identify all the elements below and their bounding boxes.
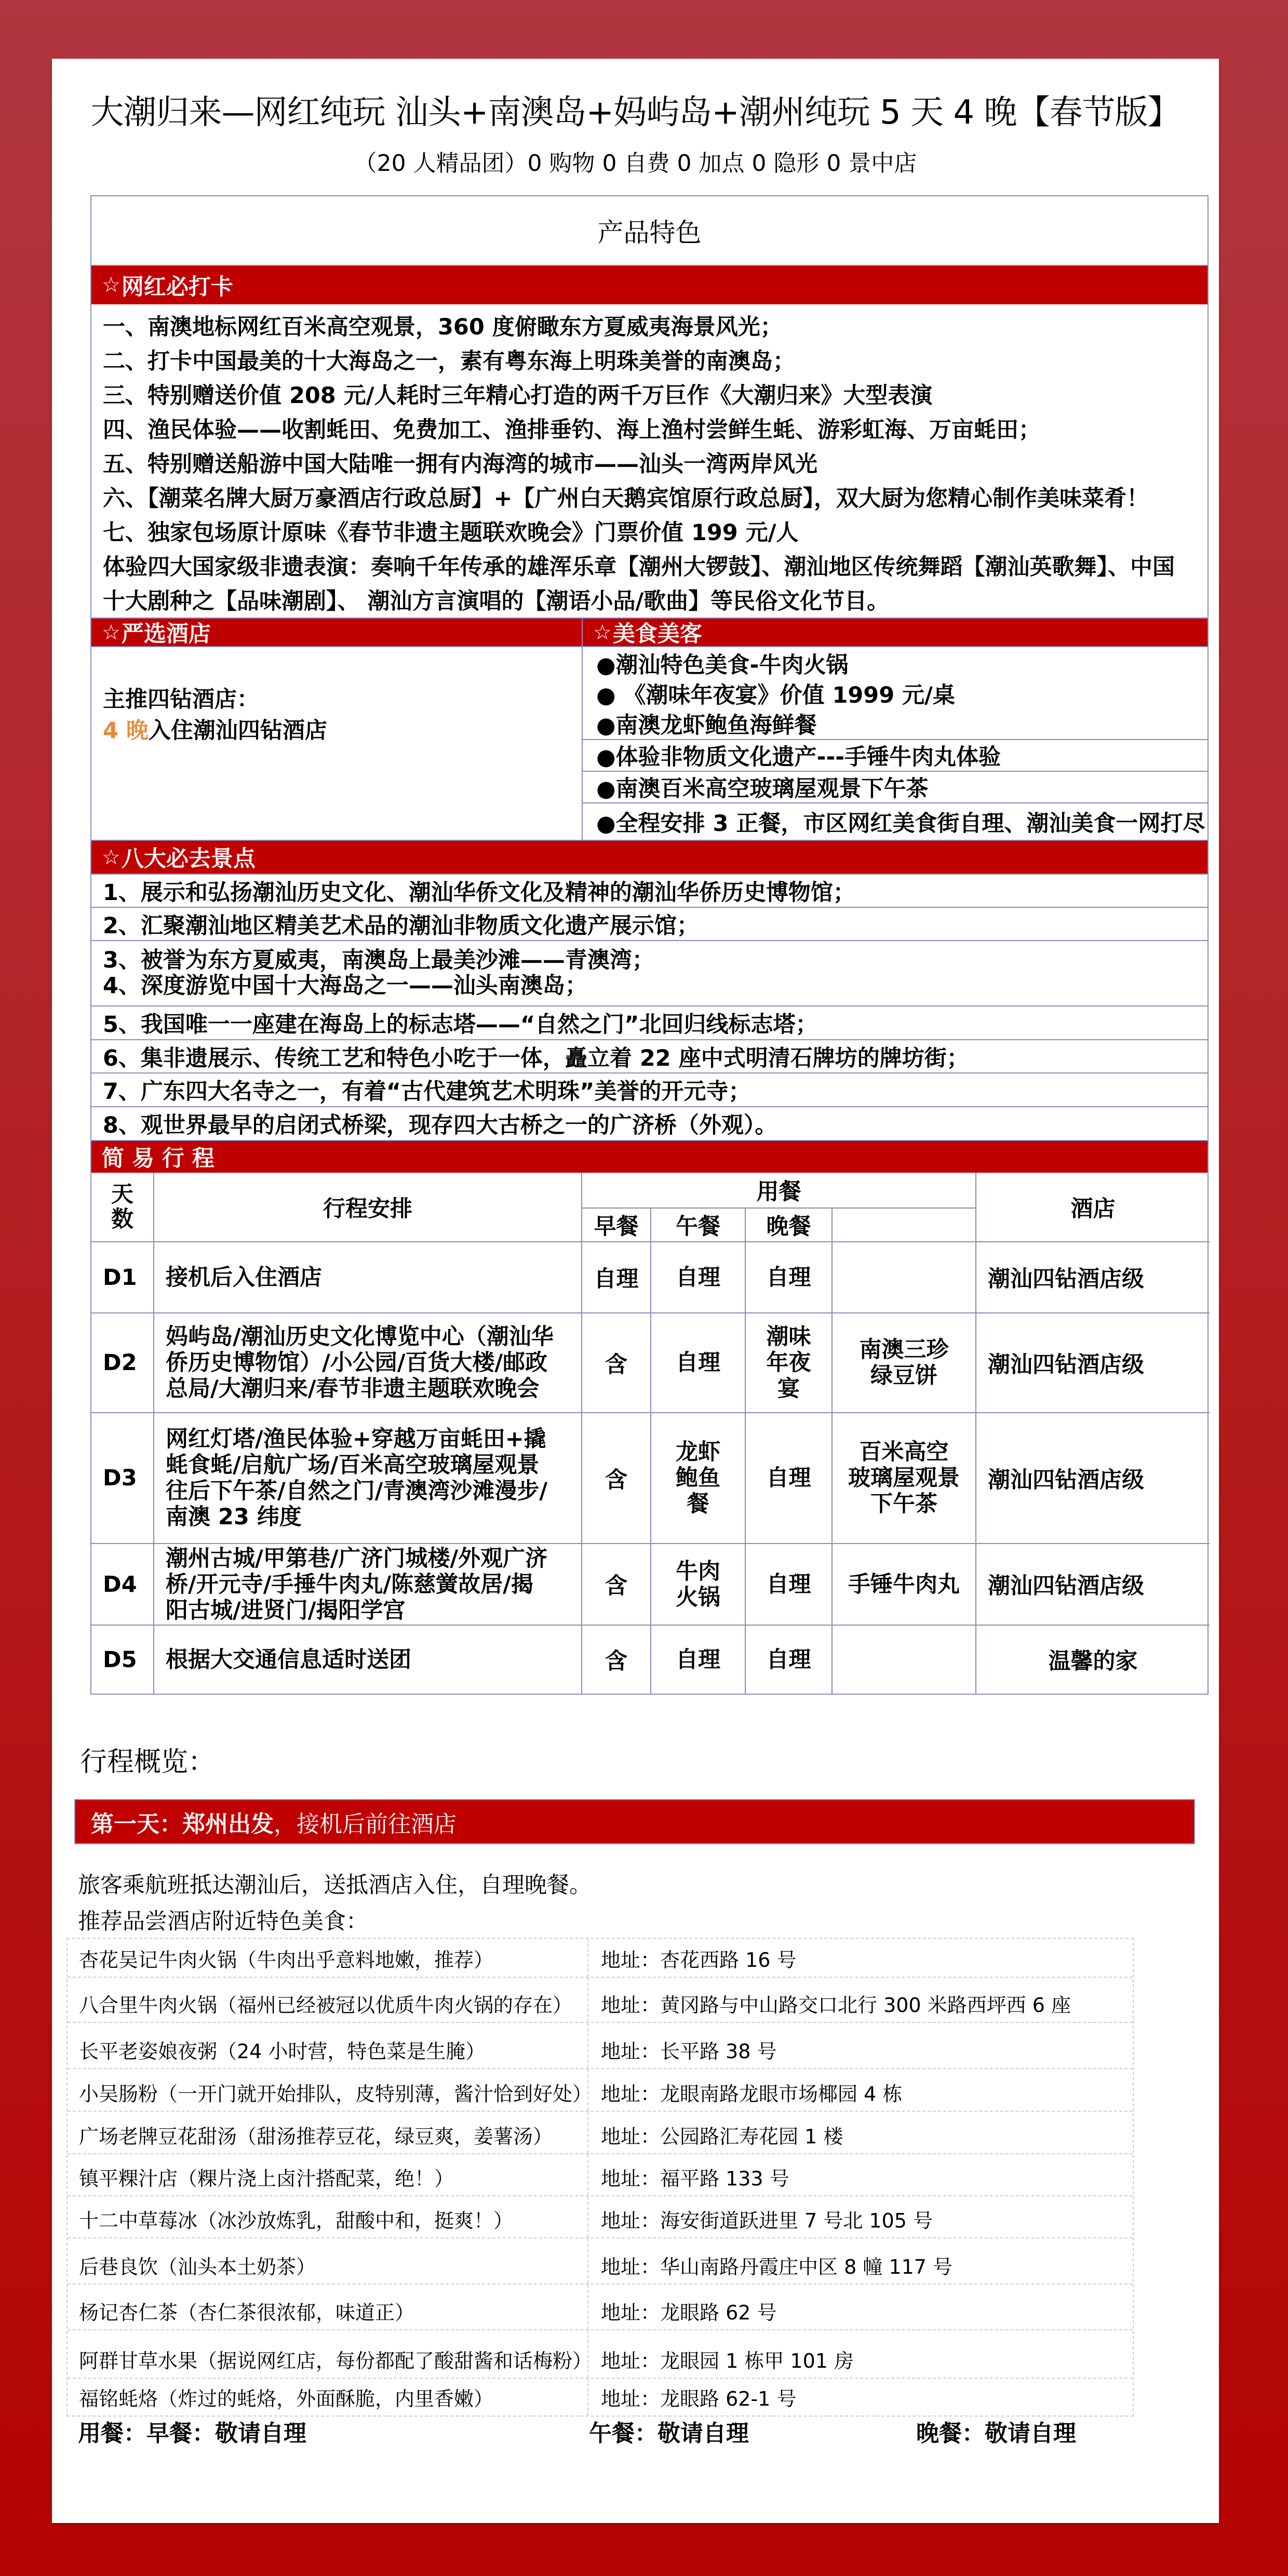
lunch-cell <box>651 1413 745 1544</box>
table-row <box>91 1242 1210 1313</box>
section-header-highlights <box>91 265 1208 304</box>
table-row <box>91 1413 1210 1544</box>
food-item: ●体验非物质文化遗产---手锤牛肉丸体验 <box>583 739 1208 771</box>
restaurant-address: 地址：华山南路丹霞庄中区 8 幢 117 号 <box>601 2256 953 2278</box>
attraction-item: 8、观世界最早的启闭式桥梁，现存四大古桥之一的广济桥（外观）。 <box>91 1106 1208 1140</box>
restaurant-row <box>68 1977 1133 2022</box>
column-header-meals: 用餐 <box>582 1173 976 1208</box>
dinner-cell <box>745 1413 832 1544</box>
day-plan <box>154 1413 582 1544</box>
section-header-hotel <box>91 619 582 646</box>
column-header-dinner: 晚餐 <box>745 1208 832 1242</box>
restaurant-name: 镇平粿汁店（粿片浇上卤汁搭配菜，绝！） <box>68 2154 588 2195</box>
day-1-header-bar <box>74 1799 1195 1844</box>
plan-line: 网红灯塔/渔民体验+穿越万亩蚝田+撬 <box>166 1426 546 1452</box>
dinner-line: 宴 <box>777 1376 800 1402</box>
lunch-line: 牛肉 <box>676 1558 720 1585</box>
hotel-cell: 温馨的家 <box>976 1625 1210 1694</box>
dinner-line: 自理 <box>766 1465 811 1491</box>
dinner-cell <box>745 1313 832 1413</box>
dinner-cell <box>745 1625 832 1694</box>
highlight-item: 四、渔民体验——收割蚝田、免费加工、渔排垂钓、海上渔村尝鲜生蚝、游彩虹海、万亩蚝田； <box>103 417 1041 443</box>
extra-meal-cell <box>832 1313 976 1413</box>
extra-line: 百米高空 <box>859 1439 949 1465</box>
restaurant-address: 地址：黄冈路与中山路交口北行 300 米路西坪西 6 座 <box>601 1994 1071 2017</box>
page-title: 大潮归来—网红纯玩 汕头+南澳岛+妈屿岛+潮州纯玩 5 天 4 晚【春节版】 <box>90 93 1180 132</box>
hotel-food-header-row <box>91 618 1208 646</box>
attraction-item: 7、广东四大名寺之一，有着“古代建筑艺术明珠”美誉的开元寺； <box>91 1072 1208 1106</box>
food-list <box>582 647 1208 840</box>
restaurant-row <box>68 2237 1133 2284</box>
performance-line: 体验四大国家级非遗表演：奏响千年传承的雄浑乐章【潮州大锣鼓】、潮汕地区传统舞蹈【潮汕英歌舞】、中国 <box>103 554 1175 580</box>
highlight-item: 七、独家包场原计原味《春节非遗主题联欢晚会》门票价值 199 元/人 <box>103 520 799 546</box>
star-outline-icon: ☆ <box>593 620 612 645</box>
hotel-cell: 潮汕四钻酒店级 <box>976 1413 1210 1544</box>
lunch-line: 火锅 <box>676 1584 720 1611</box>
restaurant-row <box>68 2111 1133 2153</box>
lunch-cell <box>651 1313 745 1413</box>
extra-line: 南澳三珍 <box>859 1337 949 1363</box>
column-header-hotel: 酒店 <box>976 1173 1210 1242</box>
star-outline-icon: ☆ <box>102 845 120 869</box>
day-1-description: 旅客乘航班抵达潮汕后，送抵酒店入住，自理晚餐。 <box>78 1872 592 1898</box>
hotel-info <box>91 647 582 840</box>
section-header-itinerary: 简 易 行 程 <box>91 1140 1208 1173</box>
day-plan <box>154 1313 582 1413</box>
restaurant-address: 地址：龙眼园 1 栋甲 101 房 <box>601 2350 854 2372</box>
lunch-line: 龙虾 <box>676 1439 720 1465</box>
lunch-line: 餐 <box>687 1491 709 1517</box>
hotel-stay-text: 入住潮汕四钻酒店 <box>148 718 327 744</box>
restaurant-address: 地址：杏花西路 16 号 <box>601 1949 797 1971</box>
extra-meal-cell <box>832 1625 976 1694</box>
column-header-extra <box>832 1208 976 1242</box>
restaurant-name: 杨记杏仁茶（杏仁茶很浓郁，味道正） <box>68 2285 588 2329</box>
plan-line: 往后下午茶/自然之门/青澳湾沙滩漫步/ <box>166 1478 548 1504</box>
meals-dinner: 晚餐：敬请自理 <box>916 2420 1076 2447</box>
day-plan <box>154 1625 582 1694</box>
lunch-line: 自理 <box>676 1646 720 1673</box>
breakfast-cell: 含 <box>582 1625 651 1694</box>
attraction-item: 5、我国唯一一座建在海岛上的标志塔——“自然之门”北回归线标志塔； <box>91 1005 1208 1039</box>
table-row <box>91 1544 1210 1625</box>
section-title-hotel: 严选酒店 <box>121 621 211 647</box>
plan-line: 侨历史博物馆）/小公园/百货大楼/邮政 <box>166 1350 548 1376</box>
section-header-food <box>582 619 1208 646</box>
restaurant-name: 福铭蚝烙（炸过的蚝烙，外面酥脆，内里香嫩） <box>68 2379 588 2416</box>
column-header-day-line: 天 <box>111 1182 133 1208</box>
day-label: D1 <box>91 1242 154 1313</box>
product-features-table <box>90 195 1209 1695</box>
lunch-line: 自理 <box>676 1264 720 1291</box>
food-group <box>583 647 1208 739</box>
restaurant-name: 长平老姿娘夜粥（24 小时营，特色菜是生腌） <box>68 2023 588 2068</box>
table-row <box>91 1313 1210 1413</box>
dinner-line: 年夜 <box>766 1350 811 1376</box>
lunch-line: 自理 <box>676 1350 720 1376</box>
section-title-attractions: 八大必去景点 <box>121 846 256 872</box>
restaurant-address: 地址：海安街道跃进里 7 号北 105 号 <box>601 2209 933 2232</box>
day-label: D5 <box>91 1625 154 1694</box>
star-outline-icon: ☆ <box>102 620 120 645</box>
restaurant-address: 地址：龙眼路 62-1 号 <box>601 2387 797 2410</box>
meals-label: 用餐： <box>78 2420 146 2447</box>
section-header-attractions <box>91 840 1208 874</box>
day-plan <box>154 1544 582 1625</box>
meals-lunch: 午餐：敬请自理 <box>589 2420 749 2447</box>
lunch-cell <box>651 1625 745 1694</box>
dinner-line: 潮味 <box>766 1324 811 1350</box>
dinner-cell <box>745 1242 832 1313</box>
extra-line: 手锤牛肉丸 <box>848 1571 960 1598</box>
restaurant-name: 广场老牌豆花甜汤（甜汤推荐豆花，绿豆爽，姜薯汤） <box>68 2112 588 2153</box>
restaurant-address: 地址：龙眼路 62 号 <box>601 2301 777 2324</box>
attraction-item: 6、集非遗展示、传统工艺和特色小吃于一体，矗立着 22 座中式明清石牌坊的牌坊街； <box>91 1039 1208 1072</box>
attraction-item-group <box>91 940 1208 1005</box>
restaurant-row <box>68 2022 1133 2068</box>
restaurant-row <box>68 2329 1133 2378</box>
overview-title: 行程概览： <box>80 1747 216 1778</box>
highlight-item: 六、【潮菜名牌大厨万豪酒店行政总厨】+【广州白天鹅宾馆原行政总厨】，双大厨为您精心制作美味菜肴！ <box>103 486 1149 512</box>
hotel-cell: 潮汕四钻酒店级 <box>976 1544 1210 1625</box>
day-label: D2 <box>91 1313 154 1413</box>
product-features-heading: 产品特色 <box>597 218 702 248</box>
column-header-lunch: 午餐 <box>651 1208 745 1242</box>
plan-line: 总局/大潮归来/春节非遗主题联欢晚会 <box>166 1376 540 1402</box>
table-header-row <box>91 1173 1210 1208</box>
dinner-cell <box>745 1544 832 1625</box>
performance-line: 十大剧种之【品味潮剧】、 潮汕方言演唱的【潮语小品/歌曲】等民俗文化节目。 <box>103 588 890 614</box>
breakfast-cell: 含 <box>582 1413 651 1544</box>
extra-meal-cell <box>832 1544 976 1625</box>
highlight-item: 五、特别赠送船游中国大陆唯一拥有内海湾的城市——汕头一湾两岸风光 <box>103 451 817 477</box>
extra-line: 玻璃屋观景 <box>848 1465 960 1491</box>
section-title-highlights: 网红必打卡 <box>121 274 233 300</box>
restaurant-table <box>66 1938 1134 2417</box>
section-title-food: 美食美客 <box>612 621 702 647</box>
restaurant-address: 地址：龙眼南路龙眼市场椰园 4 栋 <box>601 2083 903 2105</box>
extra-line: 绿豆饼 <box>870 1363 937 1389</box>
day-label: D3 <box>91 1413 154 1544</box>
attraction-item: 3、被誉为东方夏威夷，南澳岛上最美沙滩——青澳湾； <box>103 947 654 973</box>
food-item: ●南澳龙虾鲍鱼海鲜餐 <box>596 713 817 739</box>
food-item: ●南澳百米高空玻璃屋观景下午茶 <box>583 771 1208 802</box>
restaurant-name: 八合里牛肉火锅（福州已经被冠以优质牛肉火锅的存在） <box>68 1978 588 2022</box>
breakfast-cell: 含 <box>582 1313 651 1413</box>
extra-line: 下午茶 <box>870 1491 937 1517</box>
extra-meal-cell <box>832 1413 976 1544</box>
day-1-label: 第一天：郑州出发 <box>91 1810 274 1837</box>
column-header-day <box>91 1173 154 1242</box>
attraction-item: 1、展示和弘扬潮汕历史文化、潮汕华侨文化及精神的潮汕华侨历史博物馆； <box>91 874 1208 907</box>
dinner-line: 自理 <box>766 1571 811 1598</box>
meals-breakfast-text: 早餐：敬请自理 <box>146 2420 306 2447</box>
plan-line: 妈屿岛/潮汕历史文化博览中心（潮汕华 <box>166 1324 554 1350</box>
food-item: ●潮汕特色美食-牛肉火锅 <box>596 652 849 678</box>
highlight-item: 三、特别赠送价值 208 元/人耗时三年精心打造的两千万巨作《大潮归来》大型表演 <box>103 383 933 409</box>
restaurant-address: 地址：公园路汇寿花园 1 楼 <box>601 2125 843 2148</box>
hotel-stay <box>103 715 582 746</box>
meals-breakfast <box>78 2418 306 2449</box>
hotel-cell: 潮汕四钻酒店级 <box>976 1313 1210 1413</box>
food-recommendation-intro: 推荐品尝酒店附近特色美食： <box>78 1909 368 1935</box>
plan-line: 根据大交通信息适时送团 <box>166 1646 411 1673</box>
restaurant-name: 十二中草莓冰（冰沙放炼乳，甜酸中和，挺爽！） <box>68 2196 588 2237</box>
hotel-cell: 潮汕四钻酒店级 <box>976 1242 1210 1313</box>
highlight-item: 一、南澳地标网红百米高空观景，360 度俯瞰东方夏威夷海景风光； <box>103 314 783 340</box>
day-1-meals <box>52 2418 1219 2449</box>
day-label: D4 <box>91 1544 154 1625</box>
column-header-day-line: 数 <box>111 1206 133 1232</box>
breakfast-cell: 自理 <box>582 1242 651 1313</box>
dinner-line: 自理 <box>766 1646 811 1673</box>
lunch-cell <box>651 1544 745 1625</box>
plan-line: 南澳 23 纬度 <box>166 1504 302 1530</box>
lunch-cell <box>651 1242 745 1313</box>
restaurant-address: 地址：长平路 38 号 <box>601 2040 777 2063</box>
restaurant-row <box>68 1939 1133 1977</box>
table-row <box>91 1625 1210 1694</box>
extra-meal-cell <box>832 1242 976 1313</box>
attraction-item: 2、汇聚潮汕地区精美艺术品的潮汕非物质文化遗产展示馆； <box>91 907 1208 940</box>
highlights-list <box>91 304 1208 618</box>
page-subtitle: （20 人精品团）0 购物 0 自费 0 加点 0 隐形 0 景中店 <box>354 150 917 177</box>
restaurant-name: 杏花吴记牛肉火锅（牛肉出乎意料地嫩，推荐） <box>68 1939 588 1977</box>
itinerary-card <box>52 59 1219 2523</box>
plan-line: 接机后入住酒店 <box>166 1264 322 1291</box>
plan-line: 蚝食蚝/启航广场/百米高空玻璃屋观景 <box>166 1452 540 1478</box>
column-header-plan: 行程安排 <box>154 1173 582 1242</box>
restaurant-row <box>68 2195 1133 2237</box>
restaurant-name: 阿群甘草水果（据说网红店，每份都配了酸甜酱和话梅粉） <box>68 2330 588 2378</box>
day-plan <box>154 1242 582 1313</box>
itinerary-table <box>91 1173 1210 1694</box>
column-header-breakfast: 早餐 <box>582 1208 651 1242</box>
attraction-item: 4、深度游览中国十大海岛之一——汕头南澳岛； <box>103 973 587 999</box>
dinner-line: 自理 <box>766 1264 811 1291</box>
breakfast-cell: 含 <box>582 1544 651 1625</box>
restaurant-name: 小吴肠粉（一开门就开始排队，皮特别薄，酱汁恰到好处） <box>68 2069 588 2111</box>
restaurant-row <box>68 2284 1133 2329</box>
food-item: ●全程安排 3 正餐，市区网红美食街自理、潮汕美食一网打尽 <box>583 802 1208 840</box>
food-item: ● 《潮味年夜宴》价值 1999 元/桌 <box>596 682 955 708</box>
plan-line: 阳古城/进贤门/揭阳学宫 <box>166 1597 406 1624</box>
lunch-line: 鲍鱼 <box>676 1465 720 1491</box>
restaurant-row <box>68 2378 1133 2416</box>
plan-line: 潮州古城/甲第巷/广济门城楼/外观广济 <box>166 1545 548 1572</box>
restaurant-name: 后巷良饮（汕头本土奶茶） <box>68 2238 588 2284</box>
restaurant-row <box>68 2153 1133 2195</box>
restaurant-address: 地址：福平路 133 号 <box>601 2167 789 2190</box>
nights-highlight: 4 晚 <box>103 718 149 744</box>
star-outline-icon: ☆ <box>102 273 120 297</box>
day-1-summary: ，接机后前往酒店 <box>274 1810 457 1837</box>
hotel-food-body-row <box>91 646 1208 840</box>
highlight-item: 二、打卡中国最美的十大海岛之一，素有粤东海上明珠美誉的南澳岛； <box>103 348 795 374</box>
hotel-label: 主推四钻酒店： <box>103 687 259 713</box>
plan-line: 桥/开元寺/手捶牛肉丸/陈慈黉故居/揭 <box>166 1571 533 1598</box>
restaurant-row <box>68 2068 1133 2111</box>
